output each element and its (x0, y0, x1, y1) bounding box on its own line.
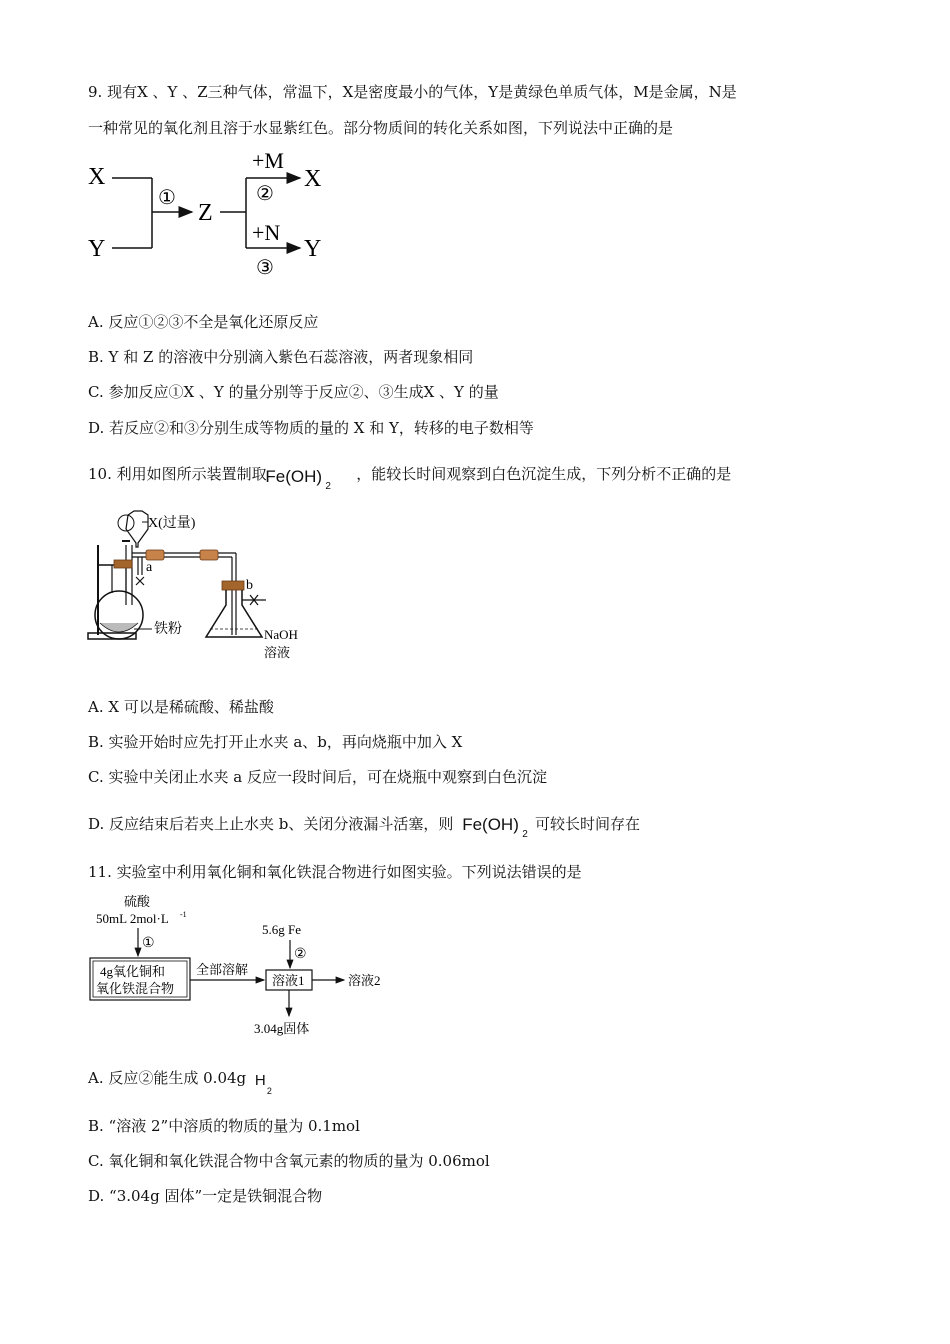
z-label: Z (198, 200, 213, 226)
q10-option-d-formula: Fe(OH) (462, 815, 519, 834)
acid-amount: 50mL 2mol·L (96, 911, 169, 926)
q11-flow-diagram (86, 892, 416, 1042)
solution-label: 溶液 (264, 645, 291, 660)
q9-reaction-diagram (84, 148, 344, 284)
clamp-a-label: a (146, 560, 153, 575)
q11-stem: 11. 实验室中利用氧化铜和氧化铁混合物进行如图实验。下列说法错误的是 (88, 863, 582, 881)
q9-stem-line2: 一种常见的氧化剂且溶于水显紫红色。部分物质间的转化关系如图，下列说法中正确的是 (88, 119, 674, 137)
clamp-b-label: b (246, 578, 253, 593)
q10-option-d-pre: D. 反应结束后若夹上止水夹 b、关闭分液漏斗活塞，则 (88, 815, 454, 833)
q10-option-c: C. 实验中关闭止水夹 a 反应一段时间后，可在烧瓶中观察到白色沉淀 (88, 768, 547, 786)
y-left-label: Y (88, 236, 106, 262)
solution1-label: 溶液1 (272, 973, 305, 988)
solution2-label: 溶液2 (348, 973, 381, 988)
q9-option-c: C. 参加反应①X 、Y 的量分别等于反应②、③生成X 、Y 的量 (88, 383, 499, 401)
q10-option-d-post: 可较长时间存在 (534, 815, 640, 833)
x-excess-label: X(过量) (148, 516, 196, 531)
q10-apparatus-figure (86, 505, 316, 665)
q10-option-d-sub: 2 (522, 829, 528, 840)
plus-m-label: +M (252, 148, 284, 173)
reaction-3-label: ③ (256, 257, 274, 279)
q11-option-b: B. “溶液 2”中溶质的物质的量为 0.1mol (88, 1117, 360, 1135)
q9-stem-line1: 9. 现有X 、Y 、Z三种气体，常温下，X是密度最小的气体，Y是黄绿色单质气体，M是金属，N是 (88, 83, 737, 101)
step-1-label: ① (142, 936, 155, 951)
naoh-label: NaOH (264, 627, 298, 642)
reaction-2-label: ② (256, 183, 274, 205)
dissolve-label: 全部溶解 (196, 962, 249, 977)
q9-option-d: D. 若反应②和③分别生成等物质的量的 X 和 Y，转移的电子数相等 (88, 419, 534, 437)
q11-option-a (88, 1068, 275, 1096)
fe-label: 5.6g Fe (262, 922, 301, 937)
solid-label: 3.04g固体 (254, 1021, 310, 1036)
plus-n-label: +N (252, 220, 281, 245)
q10-stem (88, 464, 732, 492)
reaction-1-label: ① (158, 187, 176, 209)
q10-stem-post: ，能较长时间观察到白色沉淀生成，下列分析不正确的是 (356, 465, 732, 483)
iron-powder-label: 铁粉 (154, 622, 182, 637)
x-right-label: X (304, 166, 322, 192)
step-2-label: ② (294, 947, 307, 962)
q10-stem-pre: 10. 利用如图所示装置制取 (88, 465, 267, 483)
q10-option-b: B. 实验开始时应先打开止水夹 a、b，再向烧瓶中加入 X (88, 733, 463, 751)
q9-option-b: B. Y 和 Z 的溶液中分别滴入紫色石蕊溶液，两者现象相同 (88, 348, 474, 366)
q11-option-c: C. 氧化铜和氧化铁混合物中含氧元素的物质的量为 0.06mol (88, 1152, 490, 1170)
acid-label: 硫酸 (124, 894, 151, 909)
q11-option-d: D. “3.04g 固体”一定是铁铜混合物 (88, 1187, 323, 1205)
x-left-label: X (88, 164, 106, 190)
q11-option-a-sub: 2 (266, 1086, 272, 1096)
mixture-box-line1: 4g氧化铜和 (100, 964, 166, 979)
mixture-box-line2: 氧化铁混合物 (96, 981, 175, 996)
q10-option-d (88, 814, 640, 840)
q10-formula: Fe(OH) (265, 467, 323, 486)
acid-exponent: -1 (180, 910, 187, 919)
q11-option-a-pre: A. 反应②能生成 0.04g (88, 1069, 247, 1087)
y-right-label: Y (304, 236, 322, 262)
q9-option-a: A. 反应①②③不全是氧化还原反应 (88, 313, 319, 331)
q11-option-a-formula: H (254, 1072, 266, 1089)
q10-formula-sub: 2 (325, 481, 331, 492)
q10-option-a: A. X 可以是稀硫酸、稀盐酸 (88, 698, 274, 716)
